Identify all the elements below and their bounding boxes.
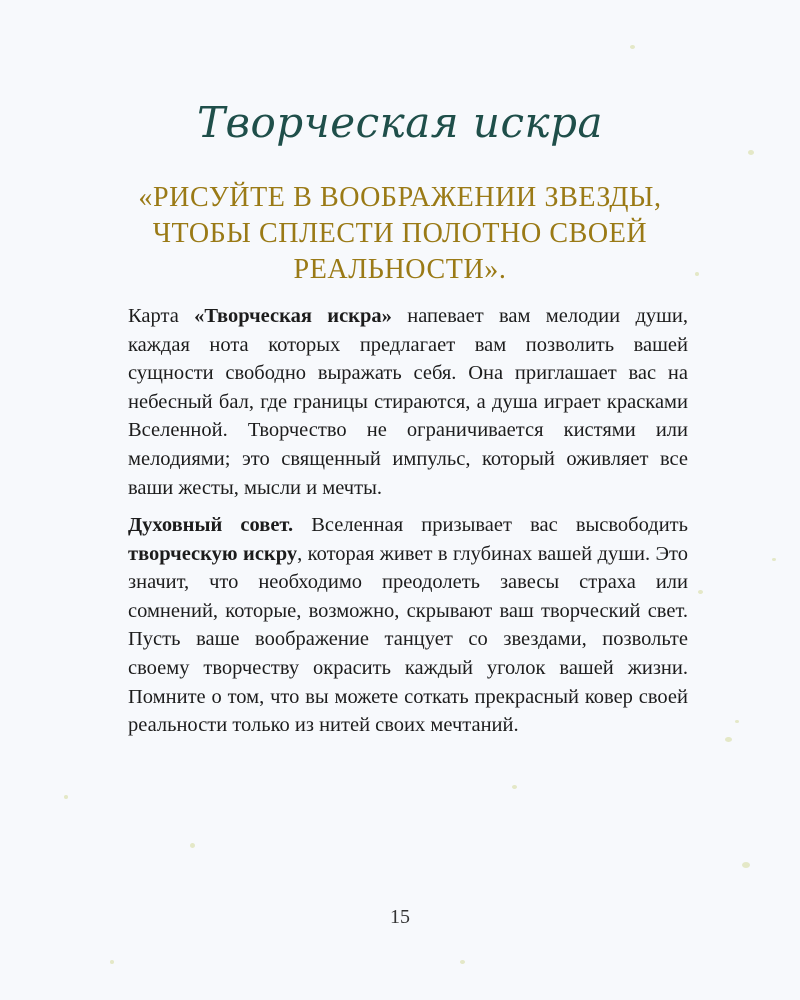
decorative-speck bbox=[190, 843, 195, 848]
page-title: Творческая искра bbox=[197, 98, 603, 147]
decorative-speck bbox=[735, 720, 739, 723]
decorative-speck bbox=[725, 737, 732, 742]
card-name: «Творческая искра» bbox=[194, 305, 392, 327]
card-description-paragraph bbox=[128, 302, 688, 502]
highlight-phrase: творческую искру bbox=[128, 542, 298, 565]
decorative-speck bbox=[64, 795, 68, 799]
decorative-speck bbox=[512, 785, 517, 789]
decorative-speck bbox=[772, 558, 776, 561]
decorative-speck bbox=[630, 45, 635, 49]
decorative-speck bbox=[742, 862, 750, 868]
paragraph-lead: Карта bbox=[128, 305, 195, 327]
page-number: 15 bbox=[390, 906, 410, 928]
paragraph-text: , которая живет в глубинах вашей души. Это значит, что необходимо преодолеть завесы страха или сомнений, которые, возможно, скрывают ваш творческий свет. Пусть ваше воображение танцует со звездами, позвольте своему творчеству окрасить каждый уголок вашей жизни. Помните о том, что вы можете соткать прекрасный ковер своей реальности только из нитей своих мечтаний. bbox=[128, 542, 688, 737]
paragraph-text: Вселенная призывает вас высвободить bbox=[293, 514, 688, 536]
decorative-speck bbox=[748, 150, 754, 155]
decorative-speck bbox=[695, 272, 699, 276]
decorative-speck bbox=[110, 960, 114, 964]
decorative-speck bbox=[698, 590, 703, 594]
epigraph-quote: «РИСУЙТЕ В ВООБРАЖЕНИИ ЗВЕЗДЫ, ЧТОБЫ СПЛЕСТИ ПОЛОТНО СВОЕЙ РЕАЛЬНОСТИ». bbox=[138, 182, 662, 285]
paragraph-text: напевает вам мелодии души, каждая нота которых предлагает вам позволить вашей сущности свободно выражать себя. Она приглашает вас на небесный бал, где границы стираются, а душа играет красками Вселенной. Творчество не ограничивается кистями или мелодиями; это священный импульс, который оживляет все ваши жесты, мысли и мечты. bbox=[128, 305, 689, 499]
decorative-speck bbox=[460, 960, 465, 964]
spiritual-advice-paragraph bbox=[128, 511, 688, 740]
advice-heading: Духовный совет. bbox=[128, 514, 294, 536]
